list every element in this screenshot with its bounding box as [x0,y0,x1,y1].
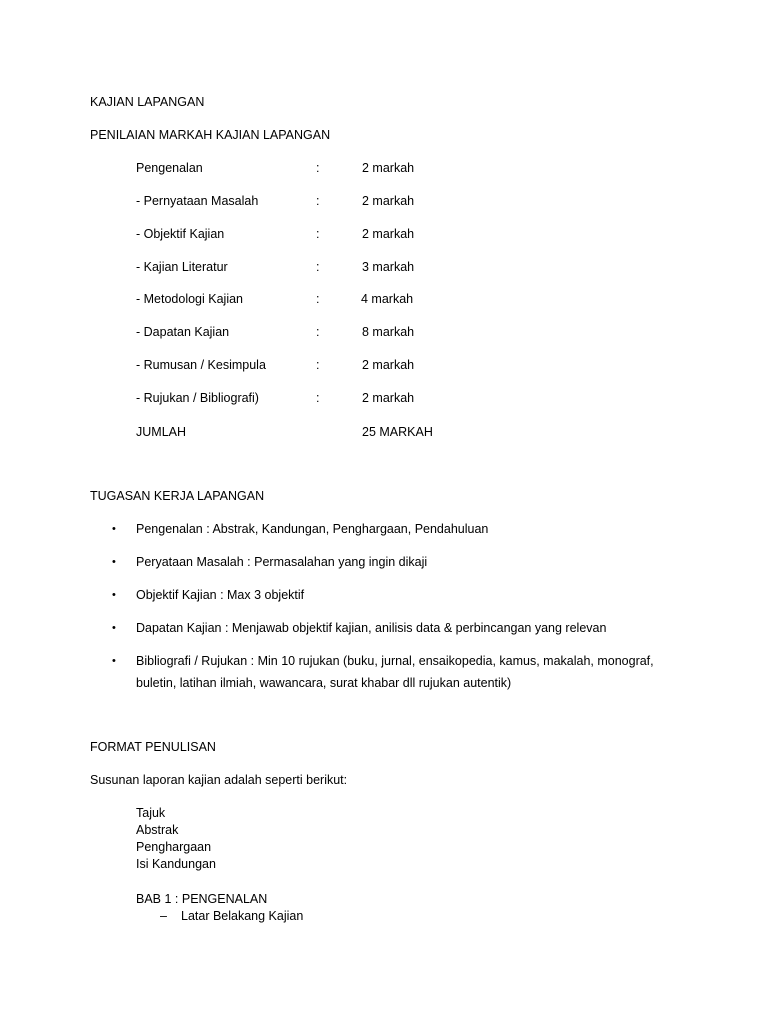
row-label: - Objektif Kajian [136,227,225,241]
list-item: Penghargaan [136,840,212,854]
row-colon: : [316,161,320,175]
row-value: 4 markah [361,292,414,306]
row-label: - Kajian Literatur [136,260,228,274]
row-colon: : [316,325,320,339]
row-value: 2 markah [362,358,415,372]
bab1-subitem-text: Latar Belakang Kajian [181,909,304,923]
row-colon: : [316,292,320,306]
row-label: - Rumusan / Kesimpula [136,358,266,372]
row-label: - Metodologi Kajian [136,292,244,306]
tugasan-heading: TUGASAN KERJA LAPANGAN [90,489,265,503]
row-label: - Dapatan Kajian [136,325,230,339]
list-item-text: Dapatan Kajian : Menjawab objektif kajian, anilisis data & perbincangan yang relevan [136,621,607,635]
row-label: - Pernyataan Masalah [136,194,259,208]
row-value: 2 markah [362,227,415,241]
list-item: Abstrak [136,823,179,837]
total-value: 25 MARKAH [362,425,433,439]
row-colon: : [316,391,320,405]
bab1-title: BAB 1 : PENGENALAN [136,892,268,906]
bullet-icon: • [112,655,116,667]
format-intro: Susunan laporan kajian adalah seperti berikut: [90,773,348,787]
row-colon: : [316,227,320,241]
row-value: 2 markah [362,161,415,175]
bullet-icon: • [112,589,116,601]
format-heading: FORMAT PENULISAN [90,740,216,754]
row-label: - Rujukan / Bibliografi) [136,391,259,405]
penilaian-heading: PENILAIAN MARKAH KAJIAN LAPANGAN [90,128,331,142]
list-item-text: Bibliografi / Rujukan : Min 10 rujukan (buku, jurnal, ensaikopedia, kamus, makalah, monograf, [136,654,654,668]
list-item-text: Pengenalan : Abstrak, Kandungan, Penghargaan, Pendahuluan [136,522,489,536]
list-item-text: Objektif Kajian : Max 3 objektif [136,588,305,602]
total-label: JUMLAH [136,425,187,439]
list-item: Tajuk [136,806,166,820]
list-item: Isi Kandungan [136,857,216,871]
row-value: 8 markah [362,325,415,339]
row-colon: : [316,194,320,208]
row-colon: : [316,358,320,372]
list-item-text-cont: buletin, latihan ilmiah, wawancara, surat khabar dll rujukan autentik) [136,676,512,690]
row-value: 3 markah [362,260,415,274]
bullet-icon: • [112,523,116,535]
row-colon: : [316,260,320,274]
row-value: 2 markah [362,194,415,208]
bullet-icon: • [112,556,116,568]
dash-icon: – [160,909,167,923]
document-title: KAJIAN LAPANGAN [90,95,205,109]
bullet-icon: • [112,622,116,634]
row-value: 2 markah [362,391,415,405]
list-item-text: Peryataan Masalah : Permasalahan yang ingin dikaji [136,555,428,569]
row-label: Pengenalan [136,161,203,175]
